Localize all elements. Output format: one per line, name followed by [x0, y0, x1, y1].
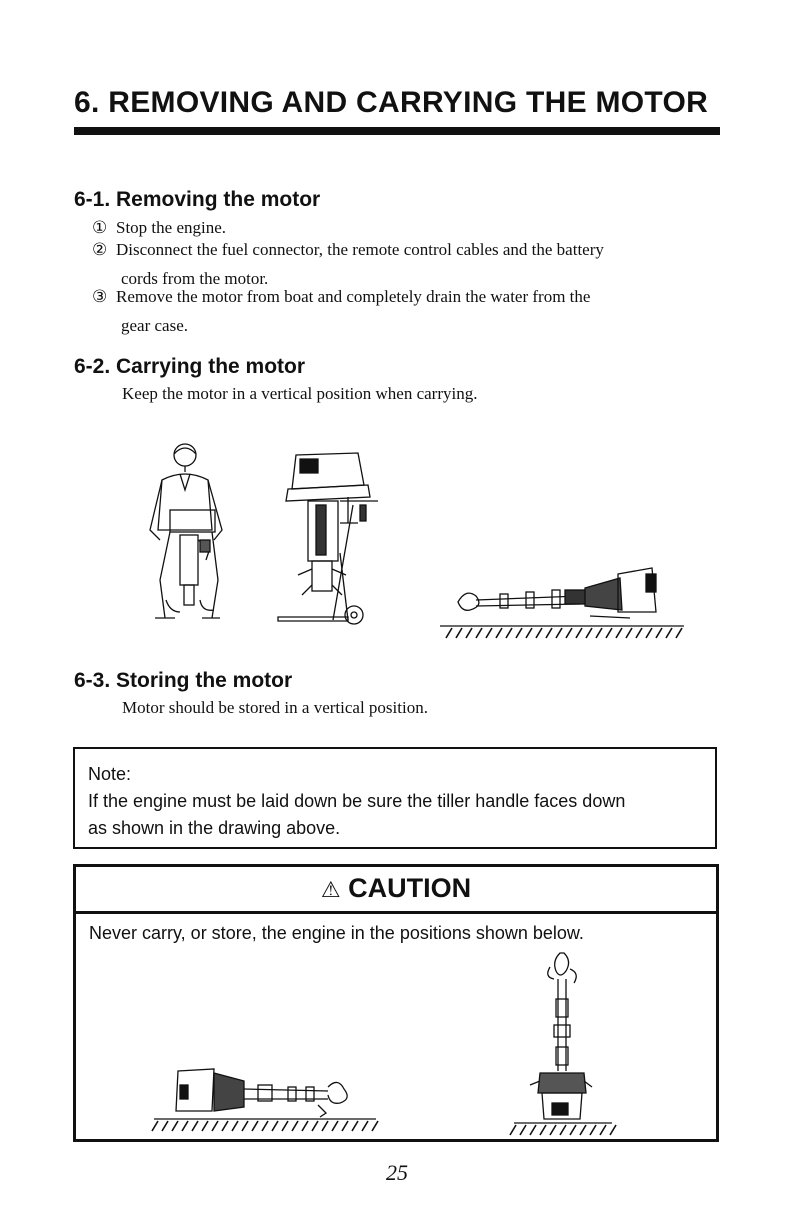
caution-title: CAUTION [348, 873, 472, 903]
note-box [73, 747, 717, 849]
step-3-continuation: gear case. [121, 316, 189, 335]
step-2-marker: ② [92, 240, 108, 259]
storing-text: Motor should be stored in a vertical position. [122, 698, 428, 717]
caution-text: Never carry, or store, the engine in the positions shown below. [89, 923, 584, 943]
motor-upside-down-illustration [500, 951, 630, 1137]
note-line-1: If the engine must be laid down be sure the tiller handle faces down [88, 791, 626, 811]
page-title: 6. REMOVING AND CARRYING THE MOTOR [74, 86, 709, 119]
page-number: 25 [386, 1160, 408, 1185]
step-1-marker: ① [92, 218, 108, 237]
motor-laid-down-correct-illustration [440, 560, 690, 640]
note-line-2: as shown in the drawing above. [88, 818, 341, 838]
caution-box [73, 864, 719, 1142]
step-3-marker: ③ [92, 287, 108, 306]
carrying-text: Keep the motor in a vertical position when carrying. [122, 384, 478, 403]
section-heading-carrying: 6-2. Carrying the motor [74, 355, 306, 378]
step-3-text: Remove the motor from boat and completely drain the water from the [116, 287, 591, 306]
step-2-continuation: cords from the motor. [121, 269, 269, 288]
step-3 [92, 285, 722, 338]
motor-laid-wrong-illustration [148, 1063, 378, 1135]
caution-header [76, 867, 716, 914]
step-1-text: Stop the engine. [116, 218, 227, 237]
section-heading-storing: 6-3. Storing the motor [74, 669, 293, 692]
person-carrying-motor-illustration [140, 440, 240, 630]
motor-on-stand-illustration [278, 445, 388, 630]
note-label: Note: [88, 764, 132, 784]
section-heading-removing: 6-1. Removing the motor [74, 188, 321, 211]
step-2-text: Disconnect the fuel connector, the remote control cables and the battery [116, 240, 604, 259]
title-rule [74, 127, 720, 135]
caution-title-line [76, 873, 716, 904]
step-1 [92, 216, 722, 240]
step-2 [92, 238, 722, 291]
warning-triangle-icon: ⚠ [320, 877, 341, 902]
